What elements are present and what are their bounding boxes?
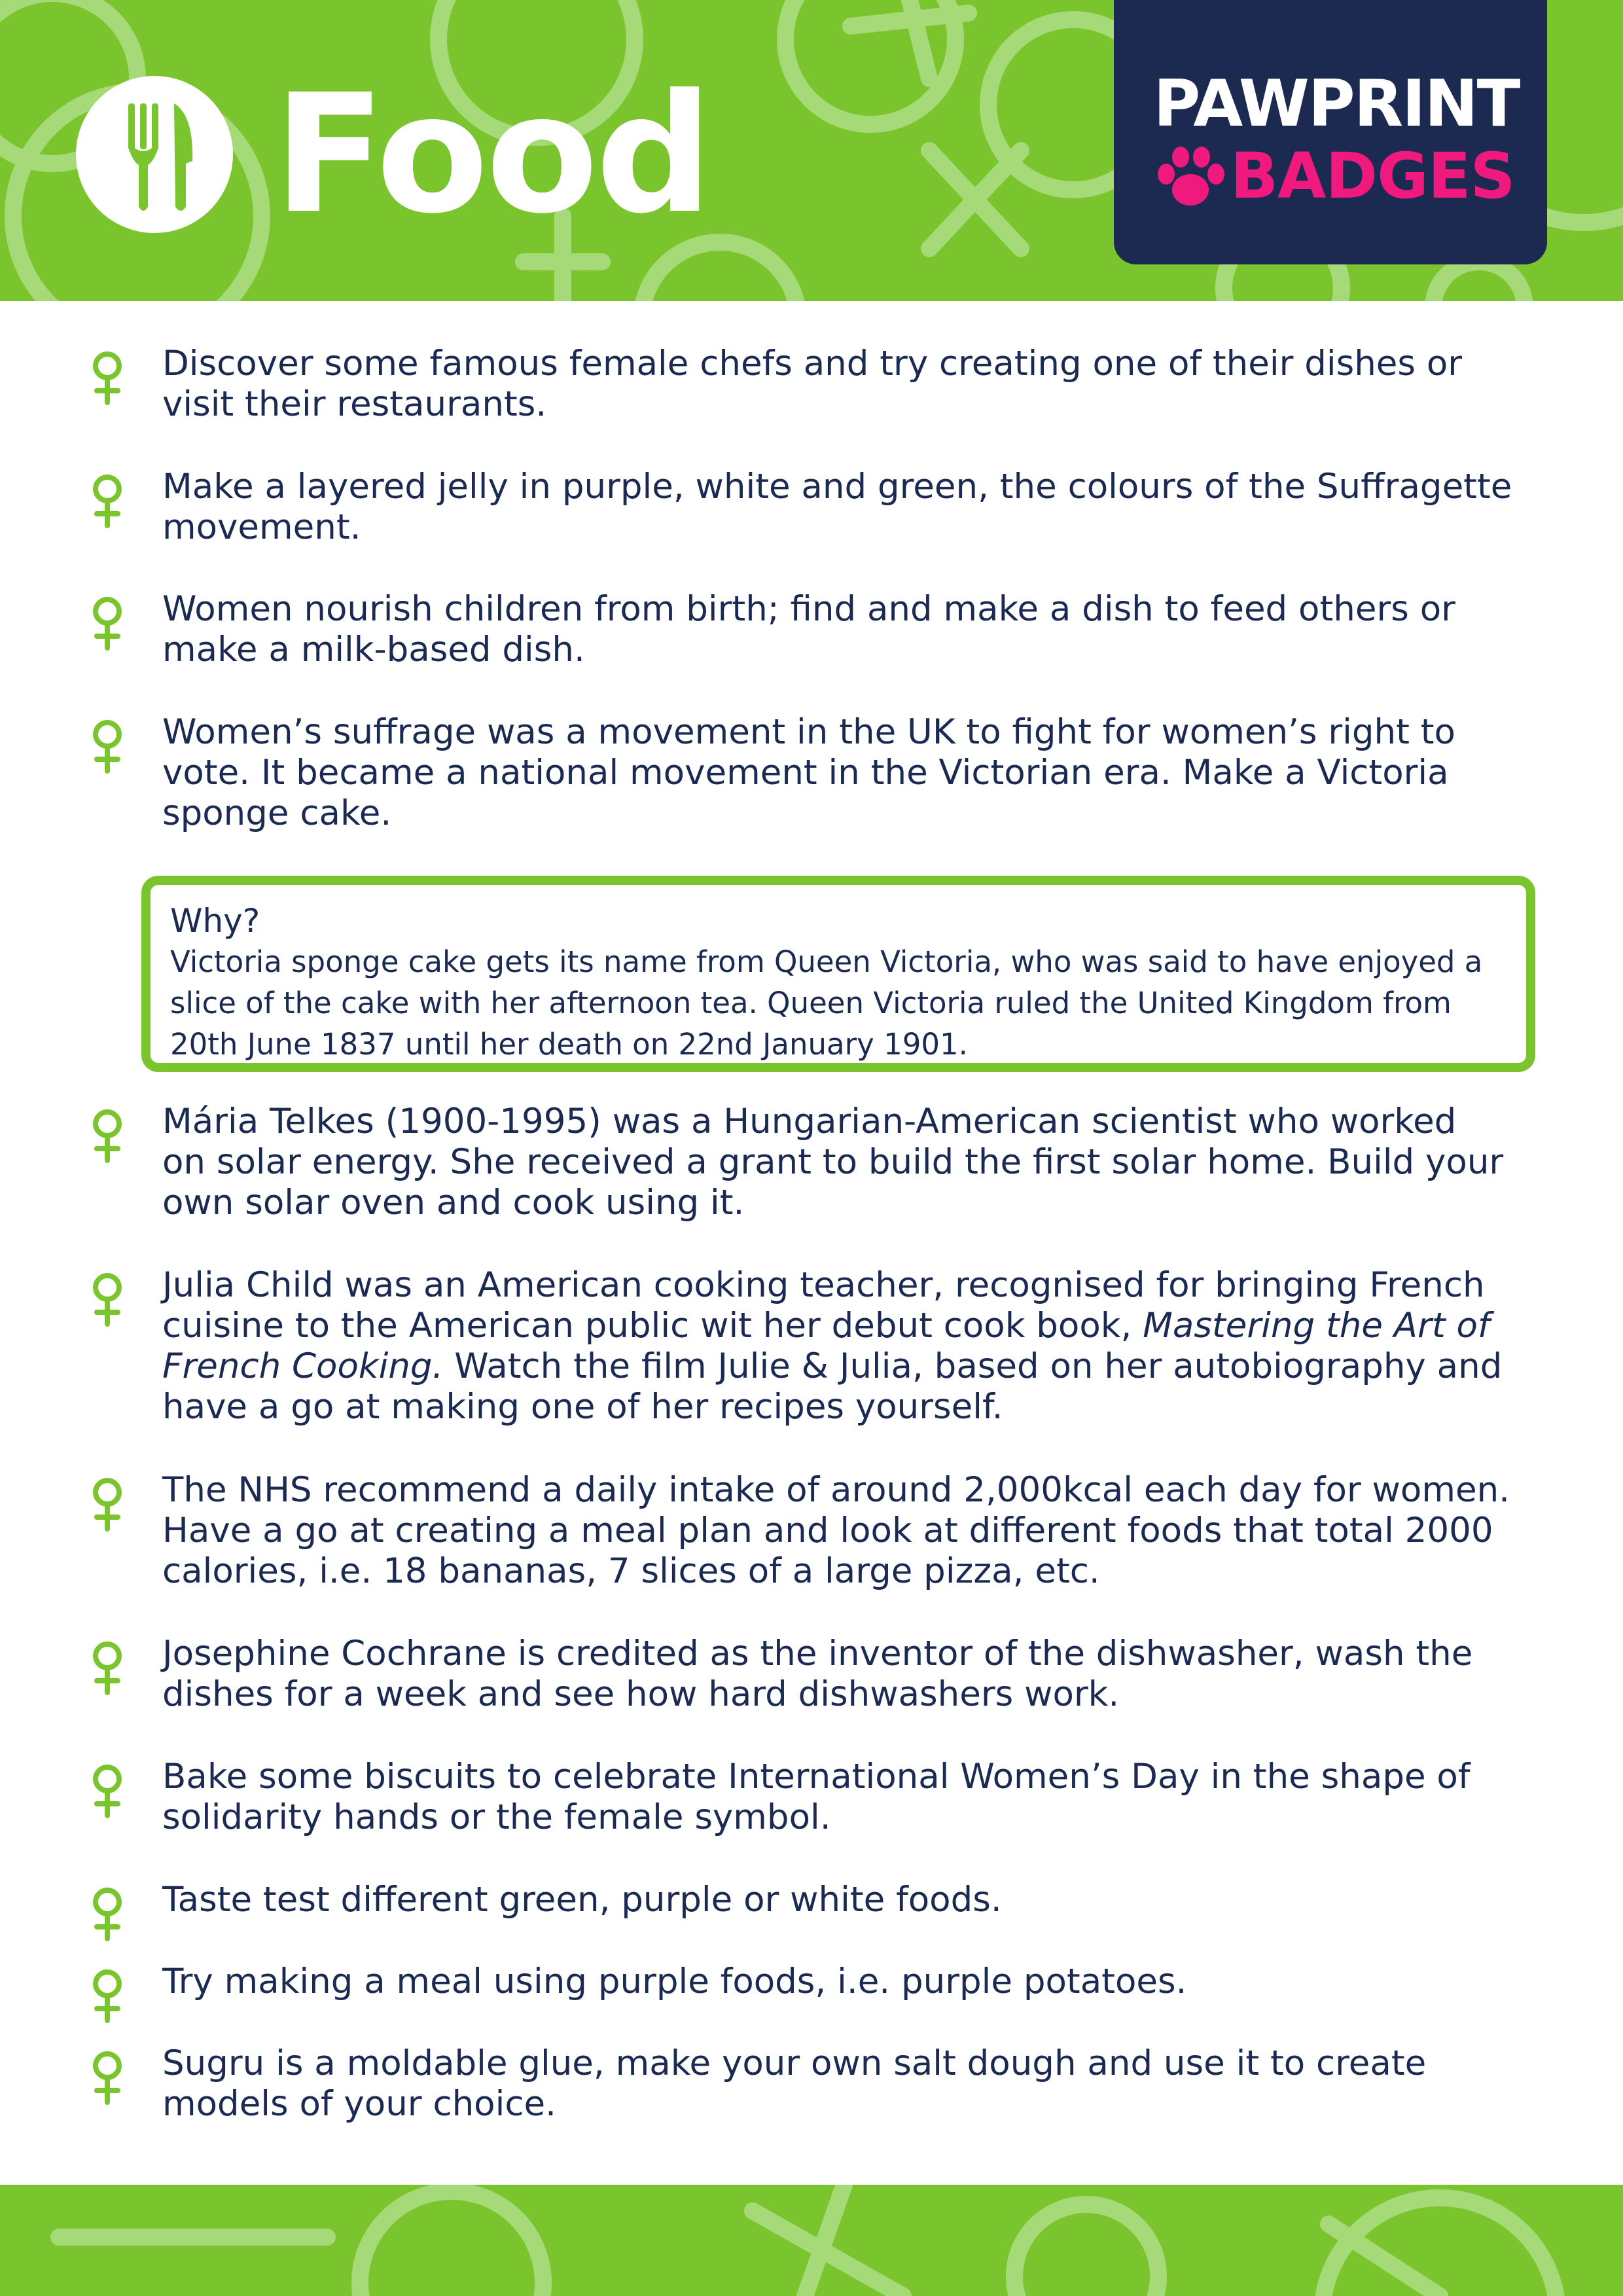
item-text: Bake some biscuits to celebrate International Women’s Day in the shape of solidarity hands or the female symbol. (162, 1757, 1471, 1837)
item-text: Women’s suffrage was a movement in the UK to fight for women’s right to vote. It became a national movement in the Victorian era. Make a Victoria sponge cake. (162, 712, 1455, 833)
item-text: Julia Child was an American cooking teacher, recognised for bringing French cuisine to the American public wit her debut cook book, Mastering the Art of French Cooking. Watch the film Julie & Julia, based on her autobiography and have a go at making one of her recipes yourself. (162, 1265, 1503, 1427)
female-symbol-icon (92, 350, 123, 405)
header-banner (0, 0, 1623, 301)
item-text: Josephine Cochrane is credited as the inventor of the dishwasher, wash the dishes for a week and see how hard dishwashers work. (162, 1634, 1473, 1714)
female-symbol-icon (92, 2050, 123, 2105)
female-symbol-icon (92, 1968, 123, 2023)
why-body: Victoria sponge cake gets its name from Queen Victoria, who was said to have enjoyed a slice of the cake with her afternoon tea. Queen Victoria ruled the United Kingdom from 20th June 1837 until her death on 22nd January 1901. (170, 944, 1483, 1062)
brand-name-top: PAWPRINT (1153, 67, 1520, 141)
why-info-box (141, 876, 1535, 1072)
why-title: Why? (170, 902, 260, 940)
item-text: Mária Telkes (1900-1995) was a Hungarian-American scientist who worked on solar energy. She received a grant to build the first solar home. Build your own solar oven and cook using it. (162, 1102, 1504, 1223)
item-text: Discover some famous female chefs and try creating one of their dishes or visit their restaurants. (162, 344, 1463, 424)
female-symbol-icon (92, 473, 123, 528)
female-symbol-icon (92, 596, 123, 651)
female-symbol-icon (92, 1477, 123, 1532)
item-text: Women nourish children from birth; find and make a dish to feed others or make a milk-based dish. (162, 589, 1455, 670)
item-text: Try making a meal using purple foods, i.e. purple potatoes. (162, 1962, 1187, 2001)
female-symbol-icon (92, 1272, 123, 1327)
item-text: Make a layered jelly in purple, white and green, the colours of the Suffragette movement. (162, 467, 1512, 547)
cutlery-icon (76, 76, 233, 233)
female-symbol-icon (92, 1108, 123, 1163)
female-symbol-icon (92, 1763, 123, 1818)
brand-logo (1114, 0, 1547, 264)
item-text: Taste test different green, purple or white foods. (162, 1880, 1002, 1920)
brand-name-bottom: BADGES (1230, 139, 1515, 213)
item-text: Sugru is a moldable glue, make your own salt dough and use it to create models of your choice. (162, 2043, 1427, 2124)
paw-icon (1154, 145, 1226, 211)
female-symbol-icon (92, 719, 123, 774)
item-text: The NHS recommend a daily intake of around 2,000kcal each day for women. Have a go at creating a meal plan and look at different foods that total 2000 calories, i.e. 18 bananas, 7 slices of a large pizza, etc. (162, 1470, 1510, 1591)
female-symbol-icon (92, 1886, 123, 1941)
female-symbol-icon (92, 1640, 123, 1695)
page-title: Food (274, 59, 711, 249)
footer-banner (0, 2185, 1623, 2296)
female-symbol-pattern (0, 2185, 1623, 2296)
